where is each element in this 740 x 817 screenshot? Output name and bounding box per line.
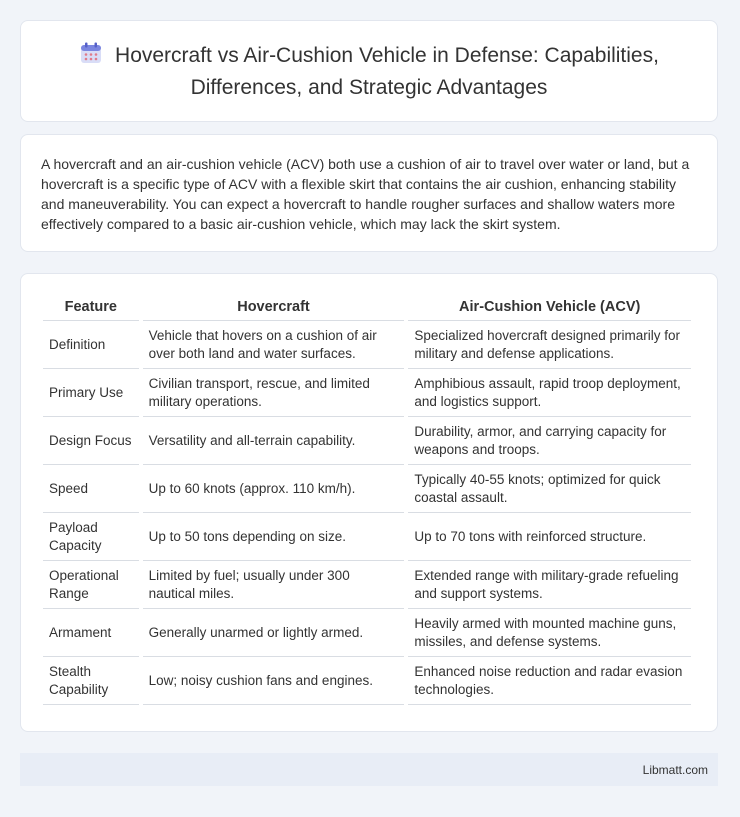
table-row <box>43 609 691 657</box>
acv-cell: Amphibious assault, rapid troop deployment, and logistics support. <box>408 369 691 417</box>
feature-cell: Operational Range <box>43 561 139 609</box>
intro-card <box>20 134 718 252</box>
footer-site-link[interactable]: Libmatt.com <box>642 762 708 777</box>
feature-cell: Armament <box>43 609 139 657</box>
feature-cell: Design Focus <box>43 417 139 465</box>
hovercraft-cell: Up to 60 knots (approx. 110 km/h). <box>143 465 405 513</box>
footer <box>20 753 718 786</box>
feature-cell: Payload Capacity <box>43 513 139 561</box>
feature-cell: Speed <box>43 465 139 513</box>
table-row <box>43 417 691 465</box>
acv-cell: Heavily armed with mounted machine guns, missiles, and defense systems. <box>408 609 691 657</box>
calendar-icon <box>79 41 103 73</box>
hovercraft-cell: Generally unarmed or lightly armed. <box>143 609 405 657</box>
table-row <box>43 561 691 609</box>
hovercraft-cell: Low; noisy cushion fans and engines. <box>143 657 405 705</box>
page-title-text: Hovercraft vs Air-Cushion Vehicle in Defense: Capabilities, Differences, and Strategic Advantages <box>115 43 659 99</box>
acv-cell: Enhanced noise reduction and radar evasion technologies. <box>408 657 691 705</box>
hovercraft-cell: Vehicle that hovers on a cushion of air over both land and water surfaces. <box>143 321 405 369</box>
table-row <box>43 465 691 513</box>
page-title <box>21 41 717 102</box>
table-row <box>43 657 691 705</box>
hovercraft-cell: Versatility and all-terrain capability. <box>143 417 405 465</box>
table-row <box>43 321 691 369</box>
table-row <box>43 513 691 561</box>
table-header-row <box>43 294 691 321</box>
acv-cell: Up to 70 tons with reinforced structure. <box>408 513 691 561</box>
title-card <box>20 20 718 122</box>
acv-cell: Typically 40-55 knots; optimized for quick coastal assault. <box>408 465 691 513</box>
header-feature: Feature <box>43 294 139 321</box>
acv-cell: Extended range with military-grade refueling and support systems. <box>408 561 691 609</box>
comparison-card <box>20 273 718 732</box>
hovercraft-cell: Limited by fuel; usually under 300 nautical miles. <box>143 561 405 609</box>
header-hovercraft: Hovercraft <box>143 294 405 321</box>
feature-cell: Primary Use <box>43 369 139 417</box>
feature-cell: Definition <box>43 321 139 369</box>
hovercraft-cell: Civilian transport, rescue, and limited military operations. <box>143 369 405 417</box>
comparison-table <box>39 294 695 705</box>
header-acv: Air-Cushion Vehicle (ACV) <box>408 294 691 321</box>
feature-cell: Stealth Capability <box>43 657 139 705</box>
hovercraft-cell: Up to 50 tons depending on size. <box>143 513 405 561</box>
acv-cell: Specialized hovercraft designed primarily for military and defense applications. <box>408 321 691 369</box>
intro-paragraph: A hovercraft and an air-cushion vehicle (ACV) both use a cushion of air to travel over water or land, but a hovercraft is a specific type of ACV with a flexible skirt that contains the air cushion, enhancing stability and maneuverability. You can expect a hovercraft to handle rougher surfaces and shallow waters more effectively compared to a basic air-cushion vehicle, which may lack the skirt system. <box>41 156 690 232</box>
table-row <box>43 369 691 417</box>
acv-cell: Durability, armor, and carrying capacity for weapons and troops. <box>408 417 691 465</box>
